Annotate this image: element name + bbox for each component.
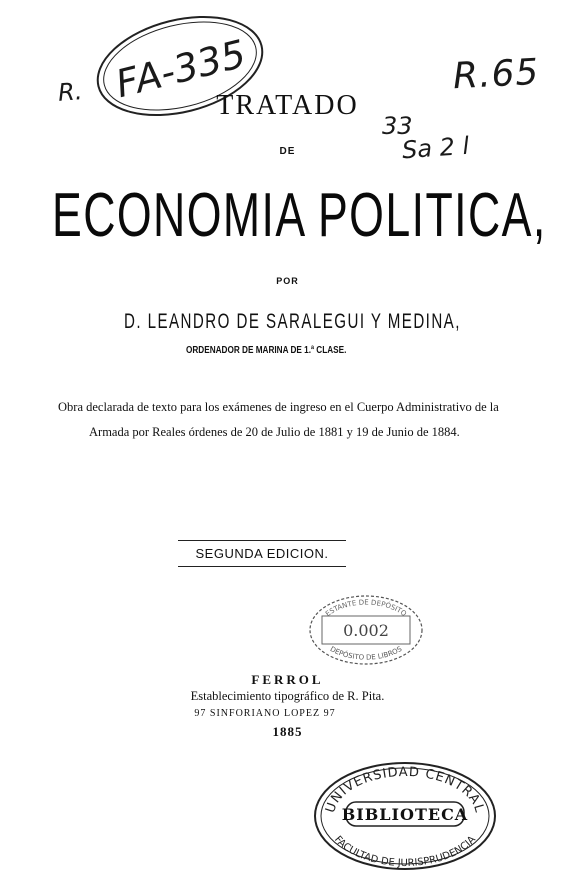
author-name: D. LEANDRO DE SARALEGUI Y MEDINA, — [124, 310, 461, 333]
imprint-city: FERROL — [251, 672, 324, 687]
edition-block — [178, 540, 346, 567]
handwritten-number-33: 33 — [382, 112, 413, 140]
fa-number-text: FA-335 — [111, 31, 251, 107]
title-tratado: TRATADO — [216, 90, 359, 121]
title-de: DE — [279, 146, 296, 157]
library-stamp-bottom-text: FACULTAD DE JURISPRUDENCIA — [331, 834, 479, 870]
deposit-top-text: ESTANTE DE DEPÓSITO — [324, 598, 408, 619]
edition-rule-bottom — [178, 566, 346, 567]
deposit-stamp — [306, 592, 426, 668]
imprint-printer: Establecimiento tipográfico de R. Pita. — [190, 689, 385, 703]
author-role: ORDENADOR DE MARINA DE 1.ª CLASE. — [186, 345, 347, 356]
deposit-number: 0.002 — [343, 621, 389, 640]
handwritten-letter-r: R. — [57, 77, 84, 107]
library-stamp-center-text: BIBLIOTECA — [341, 805, 469, 824]
library-stamp-top-text: UNIVERSIDAD CENTRAL — [323, 764, 487, 815]
edition-label: SEGUNDA EDICION. — [195, 546, 329, 561]
description-line-1: Obra declarada de texto para los exámenes de ingreso en el Cuerpo Administrativo de la — [58, 400, 499, 414]
handwritten-shelf-mark: R.65 — [451, 51, 541, 98]
description-line-2: Armada por Reales órdenes de 20 de Julio de 1881 y 19 de Junio de 1884. — [89, 425, 460, 439]
main-title: ECONOMIA POLITICA, — [52, 181, 547, 250]
imprint-year: 1885 — [272, 724, 303, 739]
imprint-address: 97 SINFORIANO LOPEZ 97 — [194, 708, 336, 719]
edition-rule-top — [178, 540, 346, 541]
library-stamp — [312, 760, 498, 872]
title-por: POR — [276, 276, 299, 286]
deposit-bottom-text: DEPÓSITO DE LIBROS — [328, 645, 404, 662]
handwritten-sa-mark: Sa 2 l — [401, 131, 471, 165]
